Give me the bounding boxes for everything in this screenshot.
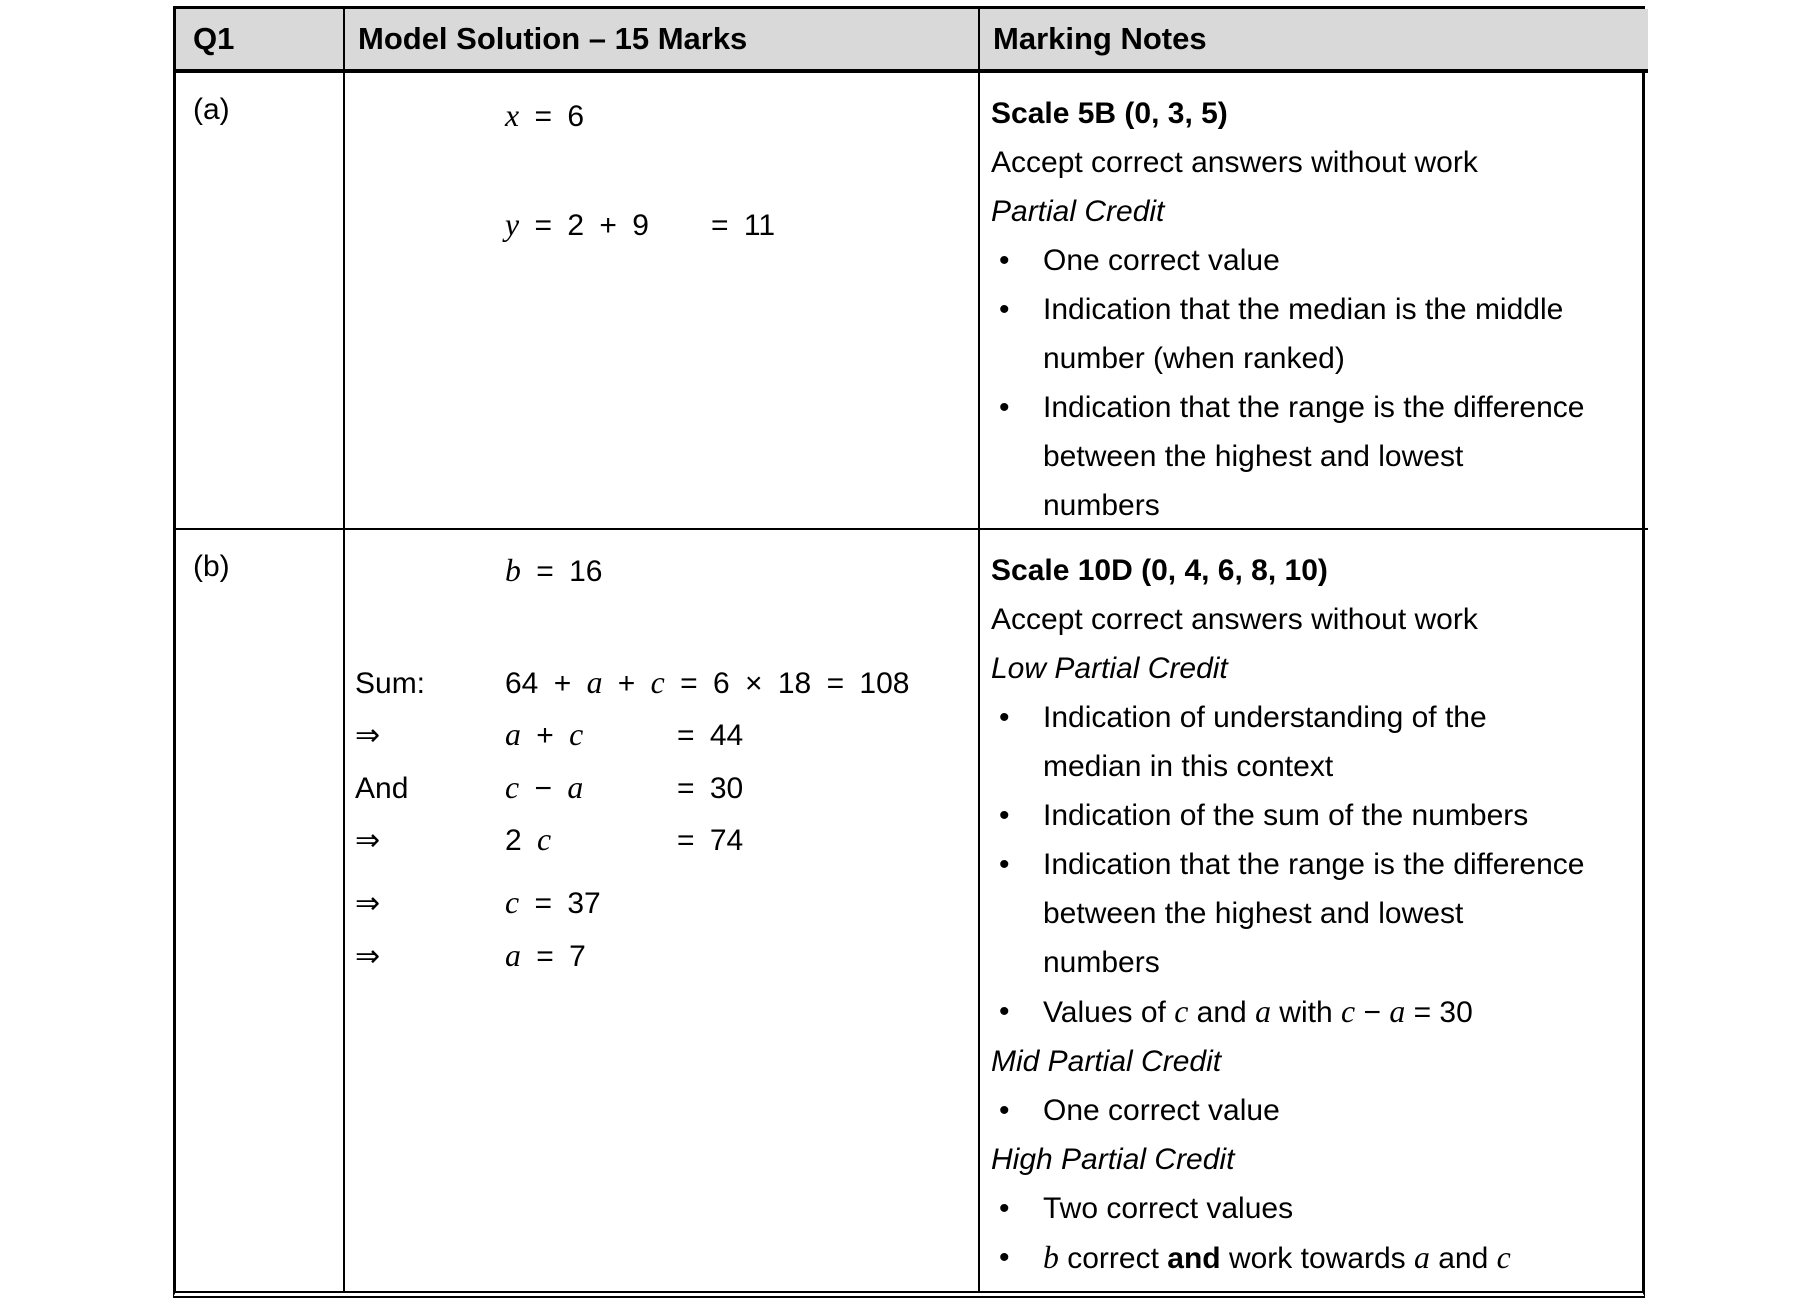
marking-notes-header: Marking Notes bbox=[993, 21, 1207, 56]
text-segment: c bbox=[1174, 994, 1189, 1029]
solution-tag bbox=[355, 937, 505, 977]
text-segment: a bbox=[505, 938, 521, 973]
text-segment: + bbox=[520, 719, 570, 752]
text-segment: = 37 bbox=[519, 887, 601, 920]
text-segment: = 2 + 9 bbox=[519, 209, 649, 242]
text-segment: Indication that the median is the middle number (when ranked) bbox=[1043, 293, 1564, 375]
notes-bullet-list bbox=[991, 1184, 1634, 1283]
solution-val bbox=[677, 769, 978, 809]
text-segment: with bbox=[1270, 996, 1341, 1029]
text-segment: Indication that the range is the difference between the highest and lowest numbers bbox=[1043, 848, 1585, 979]
solution-line bbox=[355, 936, 978, 976]
text-segment: a bbox=[567, 770, 584, 805]
part-label-a: (a) bbox=[193, 93, 230, 126]
text-segment: = 16 bbox=[520, 555, 603, 588]
text-segment: b bbox=[1043, 1240, 1059, 1275]
text-segment: = 6 × 18 = 108 bbox=[664, 667, 910, 700]
bullet-icon: • bbox=[999, 1094, 1010, 1127]
solution-cell-a bbox=[345, 73, 980, 530]
text-segment: Values of bbox=[1043, 996, 1175, 1029]
header-cell-question bbox=[176, 9, 345, 73]
text-segment: y bbox=[505, 207, 520, 242]
text-segment: Scale 10D (0, 4, 6, 8, 10) bbox=[991, 554, 1328, 587]
notes-bullet-item bbox=[991, 1233, 1634, 1283]
text-segment: Accept correct answers without work bbox=[991, 603, 1478, 636]
bullet-icon: • bbox=[999, 799, 1010, 832]
text-segment: = 30 bbox=[677, 772, 744, 805]
notes-bullet-item bbox=[991, 285, 1634, 383]
solution-expr bbox=[505, 96, 711, 137]
solution-line bbox=[355, 715, 978, 755]
text-segment: Indication of the sum of the numbers bbox=[1043, 799, 1529, 832]
text-segment: = 11 bbox=[711, 209, 775, 242]
solution-line bbox=[355, 205, 978, 245]
text-segment: ⇒ bbox=[355, 887, 381, 920]
solution-line bbox=[355, 551, 978, 591]
text-segment: = 44 bbox=[677, 719, 744, 752]
text-segment: − bbox=[519, 772, 568, 805]
text-segment: a bbox=[1414, 1240, 1430, 1275]
notes-title bbox=[991, 89, 1634, 138]
text-segment: c bbox=[537, 822, 552, 857]
solution-line bbox=[355, 883, 978, 923]
bullet-icon: • bbox=[999, 848, 1010, 881]
part-label-cell-b bbox=[176, 530, 345, 1291]
text-segment: Sum: bbox=[355, 667, 426, 700]
solution-expr bbox=[505, 715, 677, 756]
solution-val bbox=[711, 206, 978, 246]
text-segment: One correct value bbox=[1043, 1094, 1280, 1127]
text-segment: + bbox=[602, 667, 651, 700]
notes-heading bbox=[991, 644, 1634, 693]
text-segment: Indication of understanding of the median in this context bbox=[1043, 701, 1487, 783]
text-segment: One correct value bbox=[1043, 244, 1280, 277]
text-segment: a bbox=[586, 665, 603, 700]
text-segment: work towards bbox=[1220, 1242, 1414, 1275]
notes-bullet-item bbox=[991, 1086, 1634, 1135]
notes-heading bbox=[991, 187, 1634, 236]
bullet-icon: • bbox=[999, 244, 1010, 277]
bullet-icon: • bbox=[999, 1192, 1010, 1225]
text-segment: x bbox=[505, 98, 520, 133]
bullet-icon: • bbox=[999, 995, 1010, 1028]
header-cell-model-solution bbox=[345, 9, 980, 73]
text-segment: c bbox=[1341, 994, 1356, 1029]
solution-expr bbox=[505, 663, 978, 704]
solution-line bbox=[355, 96, 978, 136]
text-segment: 64 + bbox=[505, 667, 587, 700]
notes-bullet-item bbox=[991, 383, 1634, 530]
solution-val bbox=[677, 821, 978, 861]
part-label-b: (b) bbox=[193, 550, 230, 583]
text-segment: Mid Partial Credit bbox=[991, 1045, 1222, 1078]
bullet-icon: • bbox=[999, 1241, 1010, 1274]
text-segment: a bbox=[1255, 994, 1271, 1029]
solution-line bbox=[355, 820, 978, 860]
text-segment: correct bbox=[1058, 1242, 1168, 1275]
notes-heading bbox=[991, 1135, 1634, 1184]
solution-tag bbox=[355, 716, 505, 756]
solution-expr bbox=[505, 820, 677, 861]
text-segment: High Partial Credit bbox=[991, 1143, 1235, 1176]
text-segment: Indication that the range is the difference between the highest and lowest numbers bbox=[1043, 391, 1585, 522]
text-segment: = 30 bbox=[1405, 996, 1473, 1029]
text-segment: and bbox=[1167, 1242, 1221, 1275]
solution-expr bbox=[505, 205, 711, 246]
solution-expr bbox=[505, 883, 677, 924]
text-segment: ⇒ bbox=[355, 940, 381, 973]
notes-bullet-item bbox=[991, 791, 1634, 840]
solution-expr bbox=[505, 551, 677, 592]
text-segment: ⇒ bbox=[355, 824, 381, 857]
question-number: Q1 bbox=[193, 21, 235, 56]
text-segment: Scale 5B (0, 3, 5) bbox=[991, 97, 1228, 130]
notes-bullet-item bbox=[991, 693, 1634, 791]
solution-val bbox=[677, 716, 978, 756]
notes-bullet-item bbox=[991, 236, 1634, 285]
model-solution-header: Model Solution – 15 Marks bbox=[358, 21, 748, 56]
solution-line bbox=[355, 663, 978, 703]
text-segment: and bbox=[1188, 996, 1256, 1029]
text-segment: c bbox=[505, 770, 520, 805]
text-segment: b bbox=[505, 553, 521, 588]
solution-tag bbox=[355, 769, 505, 809]
notes-bullet-list bbox=[991, 1086, 1634, 1135]
bullet-icon: • bbox=[999, 701, 1010, 734]
notes-para bbox=[991, 595, 1634, 644]
solution-line bbox=[355, 768, 978, 808]
text-segment: a bbox=[1389, 994, 1406, 1029]
text-segment: c bbox=[569, 717, 584, 752]
solution-tag bbox=[355, 664, 505, 704]
text-segment: c bbox=[505, 885, 520, 920]
notes-bullet-item bbox=[991, 987, 1634, 1037]
header-cell-marking-notes bbox=[980, 9, 1648, 73]
text-segment: ⇒ bbox=[355, 719, 381, 752]
text-segment: = 74 bbox=[677, 824, 744, 857]
notes-para bbox=[991, 138, 1634, 187]
notes-cell-a bbox=[980, 73, 1648, 530]
notes-bullet-item bbox=[991, 840, 1634, 987]
text-segment: 2 bbox=[505, 824, 538, 857]
text-segment: Low Partial Credit bbox=[991, 652, 1228, 685]
text-segment: c bbox=[1496, 1240, 1511, 1275]
solution-cell-b bbox=[345, 530, 980, 1291]
text-segment: and bbox=[1429, 1242, 1497, 1275]
solution-expr bbox=[505, 936, 677, 977]
bullet-icon: • bbox=[999, 391, 1010, 424]
notes-heading bbox=[991, 1037, 1634, 1086]
notes-bullet-list bbox=[991, 236, 1634, 530]
bullet-icon: • bbox=[999, 293, 1010, 326]
text-segment: = 7 bbox=[520, 940, 586, 973]
text-segment: c bbox=[650, 665, 665, 700]
notes-title bbox=[991, 546, 1634, 595]
notes-bullet-item bbox=[991, 1184, 1634, 1233]
notes-cell-b bbox=[980, 530, 1648, 1291]
solution-expr bbox=[505, 768, 677, 809]
notes-bullet-list bbox=[991, 693, 1634, 1037]
solution-tag bbox=[355, 884, 505, 924]
solution-tag bbox=[355, 821, 505, 861]
text-segment: Two correct values bbox=[1043, 1192, 1294, 1225]
text-segment: − bbox=[1355, 996, 1390, 1029]
text-segment: Partial Credit bbox=[991, 195, 1165, 228]
text-segment: = 6 bbox=[519, 100, 584, 133]
text-segment: And bbox=[355, 772, 409, 805]
marking-scheme-table bbox=[173, 6, 1645, 1298]
text-segment: a bbox=[505, 717, 521, 752]
part-label-cell-a bbox=[176, 73, 345, 530]
text-segment: Accept correct answers without work bbox=[991, 146, 1478, 179]
